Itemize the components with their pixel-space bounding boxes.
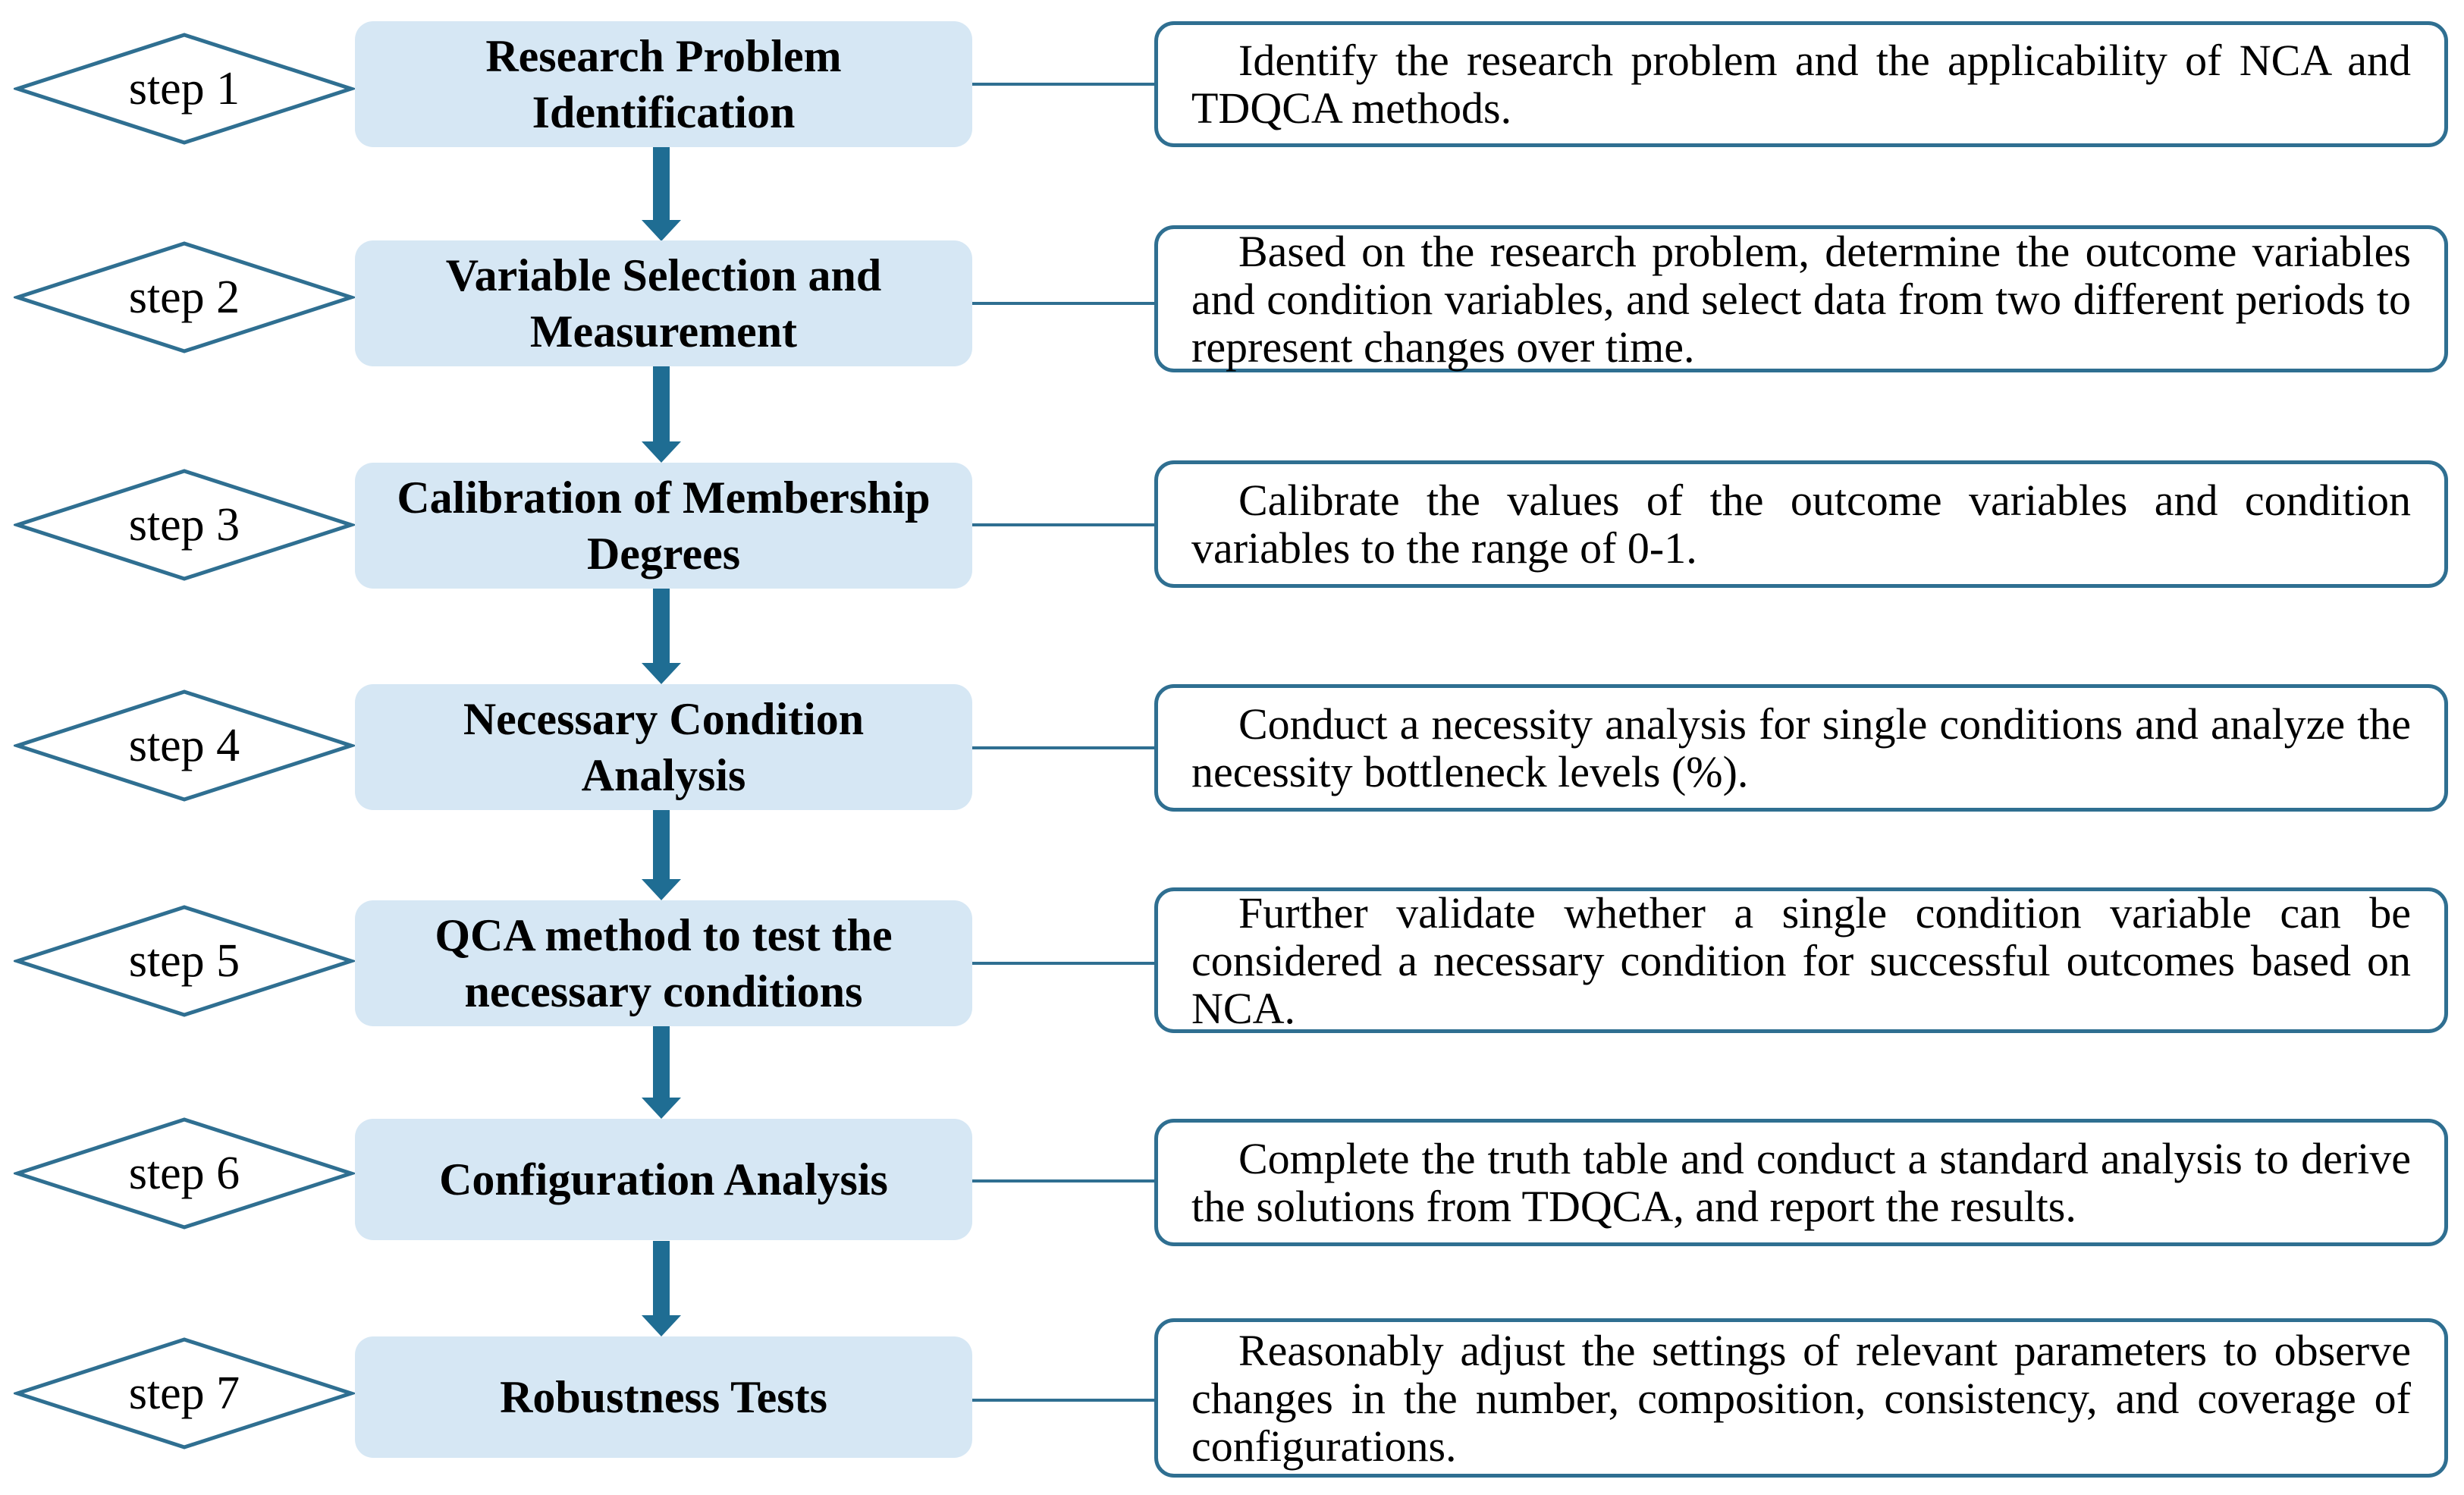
step-2-title: Variable Selection and Measurement: [355, 240, 972, 366]
step-5-title: QCA method to test the necessary conditions: [355, 900, 972, 1026]
step-3-title: Calibration of Membership Degrees: [355, 463, 972, 589]
flow-arrow-6: [642, 1241, 681, 1336]
step-4-description: Conduct a necessity analysis for single conditions and analyze the necessity bottleneck levels (%).: [1154, 684, 2448, 812]
flow-arrow-4: [642, 810, 681, 900]
step-6-tag: step 6: [128, 1147, 240, 1199]
step-5-tag: step 5: [128, 934, 240, 987]
step-3-tag: step 3: [128, 498, 240, 551]
step-2-tag: step 2: [128, 271, 240, 323]
flow-arrow-3: [642, 589, 681, 684]
step-1-title: Research Problem Identification: [355, 21, 972, 147]
step-7-tag: step 7: [128, 1367, 240, 1419]
step-7-description: Reasonably adjust the settings of relevant parameters to observe changes in the number, composition, consistency, and coverage of configurations.: [1154, 1318, 2448, 1478]
step-3-description: Calibrate the values of the outcome variables and condition variables to the range of 0-1.: [1154, 460, 2448, 588]
step-6-title: Configuration Analysis: [355, 1119, 972, 1240]
step-4-title: Necessary Condition Analysis: [355, 684, 972, 810]
step-5-description: Further validate whether a single condition variable can be considered a necessary condition for successful outcomes based on NCA.: [1154, 887, 2448, 1033]
flow-arrow-1: [642, 147, 681, 241]
step-1-tag: step 1: [128, 62, 240, 115]
step-2-description: Based on the research problem, determine the outcome variables and condition variables, and select data from two different periods to represent changes over time.: [1154, 225, 2448, 372]
step-7-title: Robustness Tests: [355, 1336, 972, 1458]
step-4-tag: step 4: [128, 719, 240, 771]
flow-arrow-5: [642, 1026, 681, 1119]
step-1-description: Identify the research problem and the applicability of NCA and TDQCA methods.: [1154, 21, 2448, 147]
step-6-description: Complete the truth table and conduct a standard analysis to derive the solutions from TDQCA, and report the results.: [1154, 1119, 2448, 1246]
flow-arrow-2: [642, 366, 681, 463]
